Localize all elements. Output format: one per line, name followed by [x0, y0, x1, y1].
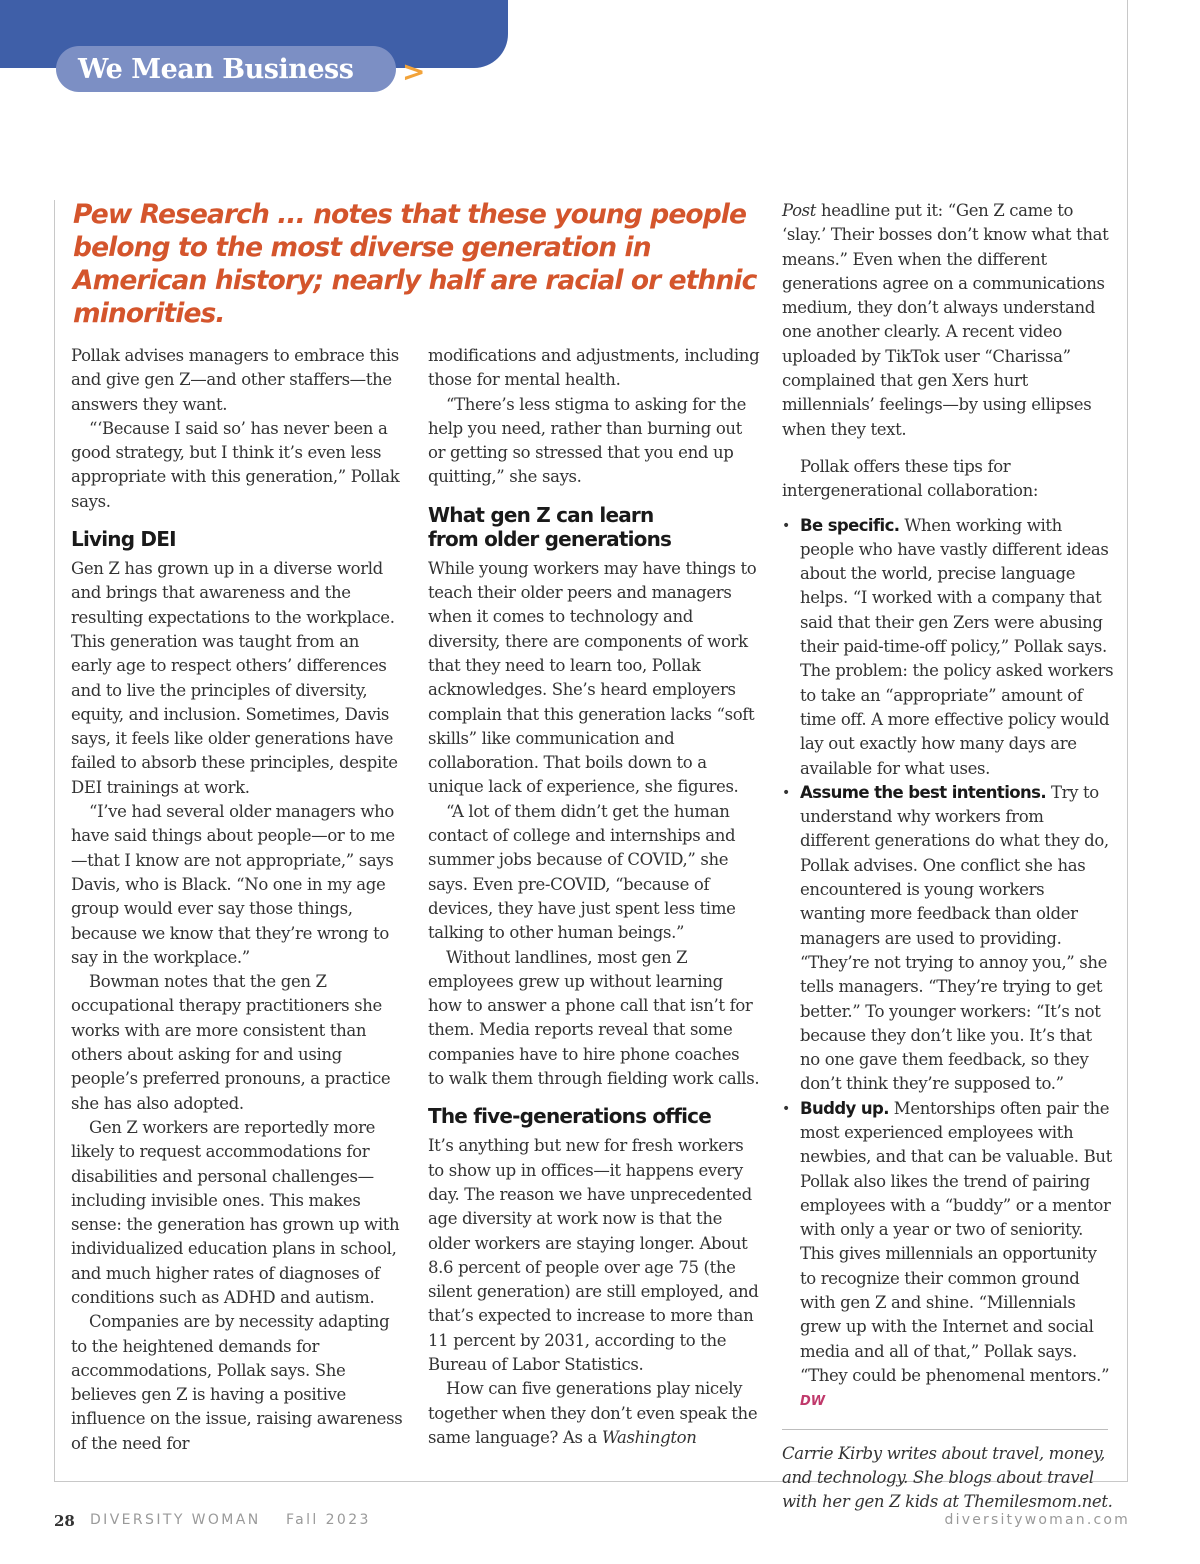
- paragraph: While young workers may have things to teach their older peers and managers when it comes to technology and diversity, there are components of work that they need to learn too, Pollak acknowledges. She’s heard employers complain that this generation lacks “soft skills” like communication and collaboration. That boils down to a unique lack of experience, she figures.: [428, 558, 757, 797]
- column-1: [71, 344, 403, 1456]
- website-link[interactable]: diversitywoman.com: [944, 1512, 1130, 1528]
- publication-name: Post: [782, 201, 817, 220]
- tip-lead: Assume the best intentions.: [800, 782, 1047, 802]
- paragraph: “‘Because I said so’ has never been a good strategy, but I think it’s even less appropriate with this generation,” Pollak says.: [71, 418, 400, 511]
- section-pill[interactable]: [56, 46, 426, 92]
- page-footer: [54, 1512, 1130, 1536]
- paragraph-text: How can five generations play nicely together when they don’t even speak the same language? As a: [428, 1379, 758, 1447]
- paragraph: [428, 1377, 760, 1450]
- paragraph: Companies are by necessity adapting to the heightened demands for accommodations, Pollak says. She believes gen Z is having a positive influence on the issue, raising awareness of the need for: [71, 1312, 403, 1453]
- end-mark: DW: [800, 1394, 826, 1410]
- tip-text: When working with people who have vastly different ideas about the world, precise language helps. “I worked with a company that said that their gen Zers were abusing their paid-time-off policy,” Pollak says. The problem: the policy asked workers to take an “appropriate” amount of time off. A more effective policy would lay out exactly how many days are available for what uses.: [800, 515, 1114, 778]
- paragraph: “There’s less stigma to asking for the help you need, rather than burning out or getting so stressed that you end up quitting,” she says.: [428, 394, 747, 487]
- paragraph: Gen Z has grown up in a diverse world and brings that awareness and the resulting expectations to the workplace. This generation was taught from an early age to respect others’ differences and to live the principles of diversity, equity, and inclusion. Sometimes, Davis says, it feels like older generations have failed to absorb these principles, despite DEI trainings at work.: [71, 559, 398, 797]
- paragraph: “I’ve had several older managers who have said things about people—or to me—that I know are not appropriate,” says Davis, who is Black. “No one in my age group would ever say those things, because we know that they’re wrong to say in the workplace.”: [71, 802, 395, 967]
- paragraph: Without landlines, most gen Z employees grew up without learning how to answer a phone call that isn’t for them. Media reports reveal that some companies have to hire phone coaches to walk them through fielding work calls.: [428, 947, 760, 1089]
- bullet-icon: •: [782, 1100, 790, 1117]
- section-label: We Mean Business: [78, 53, 354, 85]
- pull-quote: Pew Research ... notes that these young people belong to the most diverse generation in American history; nearly half are racial or ethnic minorities.: [73, 199, 757, 329]
- magazine-name: DIVERSITY WOMAN: [90, 1512, 261, 1528]
- subheading-living-dei: Living DEI: [71, 527, 176, 552]
- publication-name: Washington: [601, 1427, 697, 1447]
- chevron-right-icon: >: [402, 55, 426, 88]
- subheading-line: What gen Z can learn: [428, 502, 654, 527]
- tip-lead: Buddy up.: [800, 1098, 889, 1118]
- tip-lead: Be specific.: [800, 515, 900, 535]
- issue-date: Fall 2023: [286, 1512, 371, 1528]
- paragraph: Bowman notes that the gen Z occupational therapy practitioners she works with are more consistent than others about asking for and using people’s preferred pronouns, a practice she has also adopted.: [71, 972, 391, 1113]
- page-number: 28: [54, 1512, 75, 1530]
- page-rule: [1127, 0, 1128, 200]
- column-3: [782, 199, 1114, 1514]
- list-item: [782, 514, 1114, 781]
- paragraph: Gen Z workers are reportedly more likely to request accommodations for disabilities and personal challenges—including invisible ones. This makes sense: the generation has grown up with individualized education plans in school, and much higher rates of diagnoses of conditions such as ADHD and autism.: [71, 1117, 400, 1307]
- subheading-line: from older generations: [428, 526, 672, 551]
- list-item: [782, 1097, 1114, 1415]
- paragraph: Pollak advises managers to embrace this and give gen Z—and other staffers—the answers they want.: [71, 346, 399, 414]
- subheading-five-generations-office: The five-generations office: [428, 1104, 711, 1129]
- paragraph: modifications and adjustments, including those for mental health.: [428, 346, 760, 390]
- paragraph-text: headline put it: “Gen Z came to ‘slay.’ Their bosses don’t know what that means.” Even when the different generations agree on a communications medium, they don’t always understand one another clearly. A recent video uploaded by TikTok user “Charissa” complained that gen Xers hurt millennials’ feelings—by using ellipses when they text.: [782, 201, 1109, 439]
- author-bio: Carrie Kirby writes about travel, money, and technology. She blogs about travel with her gen Z kids at Themilesmom.net.: [782, 1443, 1113, 1512]
- bullet-icon: •: [782, 517, 790, 534]
- paragraph: [782, 199, 1114, 442]
- tip-text: Try to understand why workers from different generations do what they do, Pollak advises. One conflict she has encountered is young workers wanting more feedback than older managers are used to providing. “They’re not trying to annoy you,” she tells managers. “They’re trying to get better.” To younger workers: “It’s not because they don’t like you. It’s that no one gave them feedback, so they don’t think they’re supposed to.”: [800, 782, 1109, 1094]
- tips-list: [782, 514, 1114, 1415]
- paragraph: It’s anything but new for fresh workers to show up in offices—it happens every day. The reason we have unprecedented age diversity at work now is that the older workers are staying longer. About 8.6 percent of people over age 75 (the silent generation) are still employed, and that’s expected to increase to more than 11 percent by 2031, according to the Bureau of Labor Statistics.: [428, 1136, 759, 1374]
- list-item: [782, 781, 1114, 1097]
- divider: [782, 1429, 1108, 1430]
- tip-text: Mentorships often pair the most experienced employees with newbies, and that can be valuable. But Pollak also likes the trend of pairing employees with a “buddy” or a mentor with only a year or two of seniority. This gives millennials an opportunity to recognize their common ground with gen Z and shine. “Millennials grew up with the Internet and social media and all of that,” Pollak says. “They could be phenomenal mentors.”: [800, 1098, 1112, 1385]
- bullet-icon: •: [782, 784, 790, 801]
- column-2: [428, 344, 760, 1450]
- paragraph: Pollak offers these tips for intergenerational collaboration:: [782, 456, 1039, 501]
- paragraph: “A lot of them didn’t get the human contact of college and internships and summer jobs because of COVID,” she says. Even pre-COVID, “because of devices, they have just spent less time talking to other human beings.”: [428, 801, 736, 943]
- subheading-what-gen-z-can-learn: [428, 503, 760, 551]
